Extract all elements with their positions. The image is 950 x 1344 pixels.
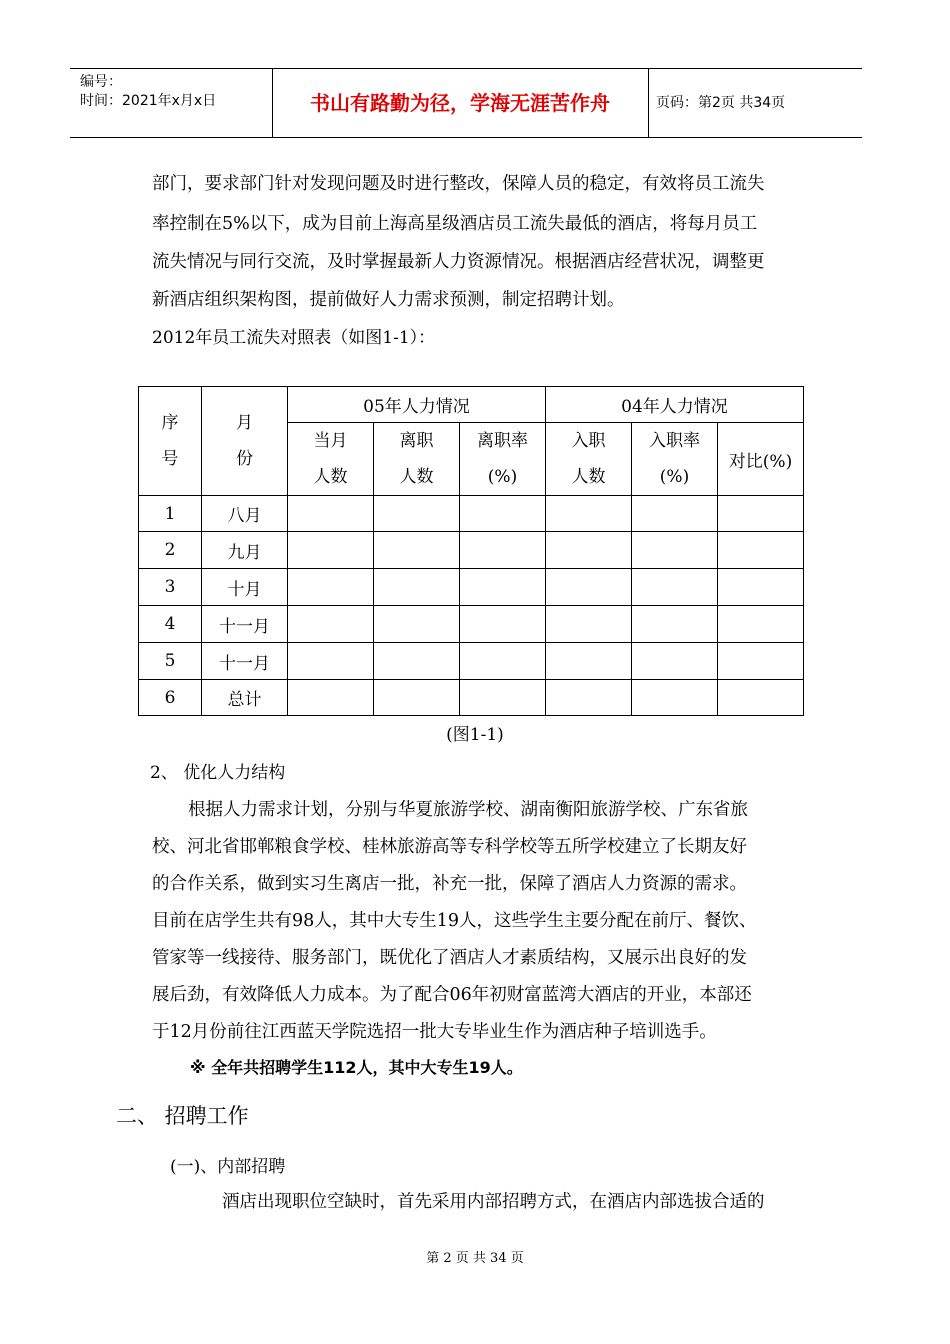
section-title: 2、 优化人力结构 <box>150 763 286 783</box>
text-line: 部门，要求部门针对发现问题及时进行整改，保障人员的稳定，有效将员工流失 <box>152 174 765 194</box>
table-row <box>139 569 804 606</box>
cell <box>374 496 460 532</box>
cell <box>460 569 546 606</box>
table-row <box>139 680 804 716</box>
cell <box>632 606 718 643</box>
table-caption: 2012年员工流失对照表（如图1-1）： <box>152 328 436 348</box>
cell <box>288 606 374 643</box>
time-label: 时间：2021年x月x日 <box>80 93 217 109</box>
text-line: 展后劲，有效降低人力成本。为了配合06年初财富蓝湾大酒店的开业，本部还 <box>152 985 752 1005</box>
cell <box>374 643 460 680</box>
text-line: 酒店出现职位空缺时，首先采用内部招聘方式，在酒店内部选拔合适的 <box>222 1192 765 1212</box>
row-month: 八月 <box>202 496 288 532</box>
cell <box>718 532 804 569</box>
cell <box>288 532 374 569</box>
cell <box>546 569 632 606</box>
text-line: 根据人力需求计划，分别与华夏旅游学校、湖南衡阳旅游学校、广东省旅 <box>188 800 748 820</box>
cell <box>460 532 546 569</box>
cell <box>460 496 546 532</box>
header-divider <box>648 69 649 137</box>
cell <box>460 680 546 716</box>
page-header <box>70 68 862 138</box>
cell <box>632 496 718 532</box>
cell <box>718 496 804 532</box>
cell <box>546 496 632 532</box>
cell <box>460 606 546 643</box>
header-motto: 书山有路勤为径，学海无涯苦作舟 <box>310 91 610 115</box>
cell <box>546 606 632 643</box>
text-line: 率控制在5%以下，成为目前上海高星级酒店员工流失最低的酒店，将每月员工 <box>152 214 758 234</box>
text-line: 校、河北省邯郸粮食学校、桂林旅游高等专科学校等五所学校建立了长期友好 <box>152 837 747 857</box>
header-group-04: 04年人力情况 <box>546 387 804 423</box>
text-line: 流失情况与同行交流，及时掌握最新人力资源情况。根据酒店经营状况，调整更 <box>152 252 765 272</box>
row-month: 十一月 <box>202 643 288 680</box>
cell <box>460 643 546 680</box>
summary-note: ※ 全年共招聘学生112人，其中大专生19人。 <box>190 1058 523 1077</box>
row-seq: 2 <box>139 532 202 569</box>
cell <box>374 680 460 716</box>
text-line: 新酒店组织架构图，提前做好人力需求预测，制定招聘计划。 <box>152 290 625 310</box>
row-month: 总计 <box>202 680 288 716</box>
number-label: 编号： <box>80 74 122 90</box>
text-line: 于12月份前往江西蓝天学院选招一批大专毕业生作为酒店种子培训选手。 <box>152 1022 717 1042</box>
cell <box>546 643 632 680</box>
table-row <box>139 496 804 532</box>
row-month: 九月 <box>202 532 288 569</box>
header-divider <box>272 69 273 137</box>
cell <box>632 532 718 569</box>
row-seq: 3 <box>139 569 202 606</box>
cell <box>288 569 374 606</box>
header-sub: 离职人数 <box>374 423 460 496</box>
figure-label: (图1-1) <box>446 725 504 745</box>
cell <box>288 643 374 680</box>
row-seq: 4 <box>139 606 202 643</box>
cell <box>718 680 804 716</box>
header-meta <box>80 73 216 111</box>
cell <box>288 680 374 716</box>
header-seq: 序号 <box>139 387 202 496</box>
subsection-title: (一)、内部招聘 <box>170 1157 286 1177</box>
cell <box>374 532 460 569</box>
text-line: 目前在店学生共有98人，其中大专生19人，这些学生主要分配在前厅、餐饮、 <box>152 911 757 931</box>
cell <box>632 569 718 606</box>
row-month: 十月 <box>202 569 288 606</box>
cell <box>546 680 632 716</box>
page-footer: 第 2 页 共 34 页 <box>426 1251 524 1266</box>
section-heading: 二、 招聘工作 <box>116 1104 249 1128</box>
row-seq: 5 <box>139 643 202 680</box>
cell <box>374 569 460 606</box>
row-seq: 1 <box>139 496 202 532</box>
text-line: 管家等一线接待、服务部门，既优化了酒店人才素质结构，又展示出良好的发 <box>152 948 747 968</box>
table-row <box>139 643 804 680</box>
table-row <box>139 532 804 569</box>
cell <box>632 643 718 680</box>
header-sub: 入职率(%) <box>632 423 718 496</box>
cell <box>718 569 804 606</box>
cell <box>718 606 804 643</box>
text-line: 的合作关系，做到实习生离店一批，补充一批，保障了酒店人力资源的需求。 <box>152 874 747 894</box>
header-month: 月份 <box>202 387 288 496</box>
header-group-05: 05年人力情况 <box>288 387 546 423</box>
row-month: 十一月 <box>202 606 288 643</box>
header-sub: 对比(%) <box>718 423 804 496</box>
cell <box>546 532 632 569</box>
header-sub: 当月人数 <box>288 423 374 496</box>
header-page-info: 页码：第2页 共34页 <box>656 95 786 111</box>
header-sub: 离职率(%) <box>460 423 546 496</box>
cell <box>288 496 374 532</box>
header-sub: 入职人数 <box>546 423 632 496</box>
cell <box>718 643 804 680</box>
cell <box>632 680 718 716</box>
cell <box>374 606 460 643</box>
turnover-table <box>138 386 804 716</box>
row-seq: 6 <box>139 680 202 716</box>
table-row <box>139 606 804 643</box>
